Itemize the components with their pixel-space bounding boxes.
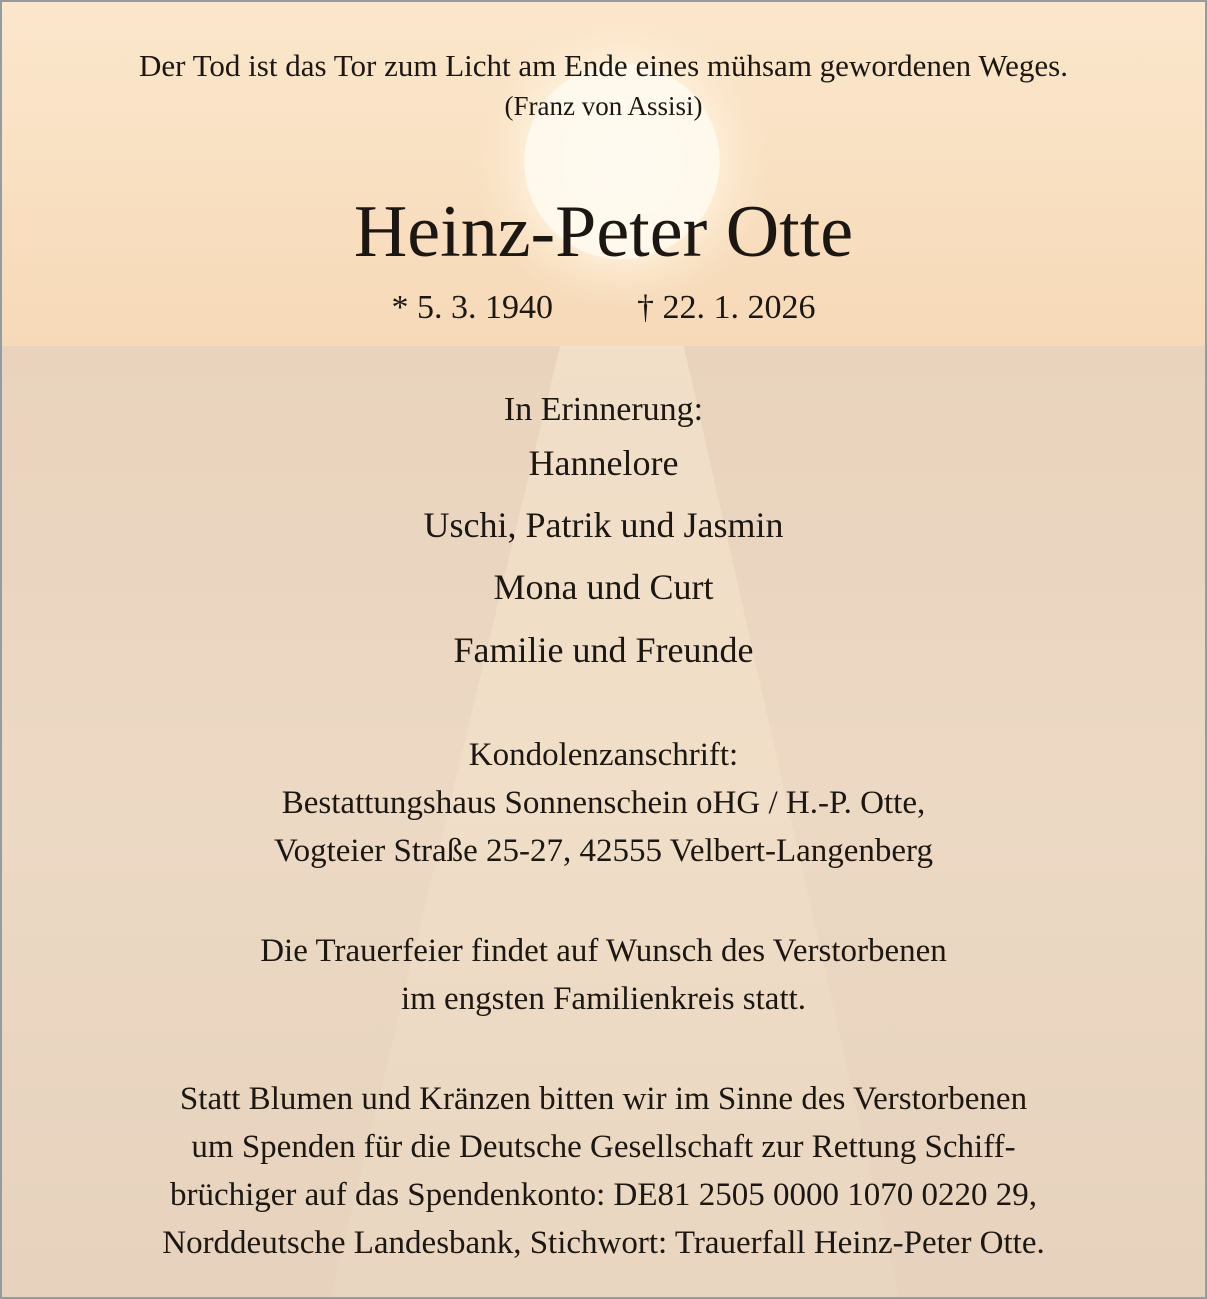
donation-info-line: brüchiger auf das Spendenkonto: DE81 2505 0000 1070 0220 29, (169, 1177, 1038, 1213)
quote-text: Der Tod ist das Tor zum Licht am Ende eines mühsam gewordenen Weges. (139, 48, 1068, 83)
deceased-name: Heinz-Peter Otte (353, 191, 854, 273)
donation-info-line: Statt Blumen und Kränzen bitten wir im Sinne des Verstorbenen (179, 1081, 1028, 1117)
death-date: † 22. 1. 2026 (637, 289, 816, 326)
quote-source: (Franz von Assisi) (504, 91, 703, 121)
mourner-name: Hannelore (528, 443, 679, 483)
condolence-address-line: Bestattungshaus Sonnenschein oHG / H.-P. Otte, (281, 785, 926, 821)
condolence-heading: Kondolenzanschrift: (468, 737, 739, 773)
mourner-name: Mona und Curt (493, 567, 714, 607)
mourners-heading: In Erinnerung: (503, 391, 704, 428)
condolence-address-line: Vogteier Straße 25-27, 42555 Velbert-Langenberg (274, 833, 933, 869)
birth-date: * 5. 3. 1940 (391, 289, 553, 326)
donation-info-line: Norddeutsche Landesbank, Stichwort: Trauerfall Heinz-Peter Otte. (162, 1225, 1045, 1261)
funeral-info-line: Die Trauerfeier findet auf Wunsch des Verstorbenen (260, 933, 947, 969)
donation-info-line: um Spenden für die Deutsche Gesellschaft zur Rettung Schiff- (191, 1129, 1016, 1165)
funeral-info-line: im engsten Familienkreis statt. (400, 981, 807, 1017)
life-dates (2, 286, 1205, 330)
mourner-name: Familie und Freunde (453, 630, 754, 670)
mourner-name: Uschi, Patrik und Jasmin (423, 505, 784, 545)
